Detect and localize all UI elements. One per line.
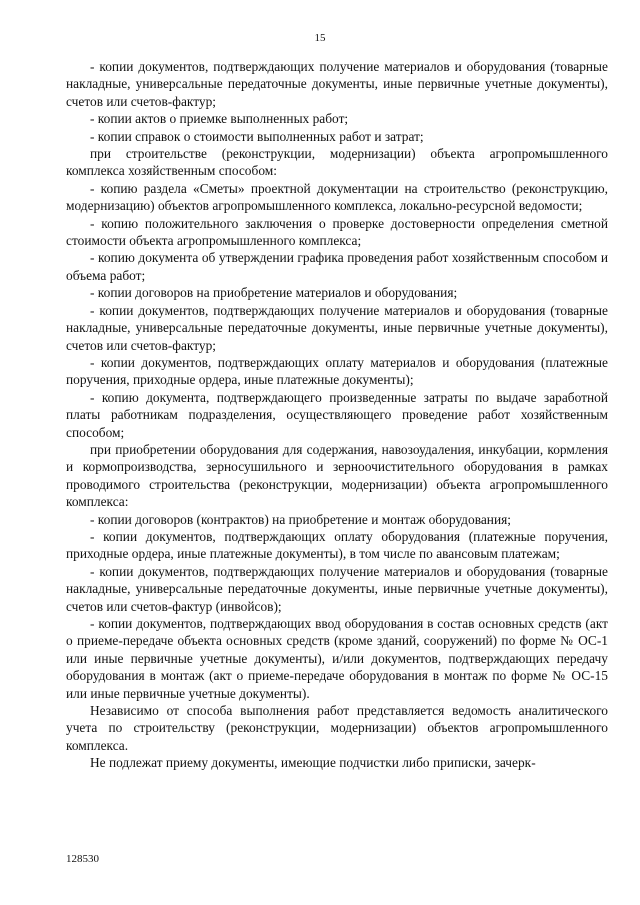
paragraph-12: при приобретении оборудования для содержания, навозоудаления, инкубации, кормления и кормопроизводства, зерносушильного и зерноочистительного оборудования в рамках проводимого строительства (реконструкции, модернизации) объекта агропромышленного комплекса: [66, 441, 608, 510]
paragraph-13: - копии договоров (контрактов) на приобретение и монтаж оборудования; [90, 511, 511, 527]
paragraph-8: - копии договоров на приобретение материалов и оборудования; [90, 285, 458, 301]
paragraph-16: - копии документов, подтверждающих ввод оборудования в состав основных средств (акт о приеме-передаче объекта основных средств (кроме зданий, сооружений) по форме № ОС-1 или иные первичные учетные документы), и/или документов, подтверждающих передачу оборудования в монтаж (акт о приеме-передаче оборудования в монтаж по форме № ОС-15 или иные первичные учетные документы). [66, 616, 608, 701]
paragraph-18: Не подлежат приему документы, имеющие подчистки либо приписки, зачерк- [90, 755, 536, 771]
paragraph-9: - копии документов, подтверждающих получение материалов и оборудования (товарные накладные, универсальные передаточные документы, иные первичные учетные документы), счетов или счетов-фактур; [66, 302, 608, 353]
paragraph-3: - копии справок о стоимости выполненных работ и затрат; [90, 128, 424, 144]
paragraph-17: Независимо от способа выполнения работ представляется ведомость аналитического учета по строительству (реконструкции, модернизации) объектов агропромышленного комплекса. [66, 703, 608, 753]
footer-document-code: 128530 [66, 853, 99, 865]
paragraph-7: - копию документа об утверждении графика проведения работ хозяйственным способом и объема работ; [66, 250, 608, 283]
paragraph-10: - копии документов, подтверждающих оплату материалов и оборудования (платежные поручения, приходные ордера, иные платежные документы); [66, 354, 608, 388]
paragraph-14: - копии документов, подтверждающих оплату оборудования (платежные поручения, приходные ордера, иные платежные документы), в том числе по авансовым платежам; [66, 528, 608, 562]
paragraph-6: - копию положительного заключения о проверке достоверности определения сметной стоимости объекта агропромышленного комплекса; [66, 215, 608, 249]
page-number: 15 [314, 32, 326, 44]
paragraph-15: - копии документов, подтверждающих получение материалов и оборудования (товарные накладные, универсальные передаточные документы, иные первичные учетные документы), счетов или счетов-фактур (инвойсов); [66, 563, 608, 614]
document-body [66, 58, 608, 772]
paragraph-5: - копию раздела «Сметы» проектной документации на строительство (реконструкцию, модернизацию) объектов агропромышленного комплекса, локально-ресурсной ведомости; [66, 180, 608, 214]
paragraph-1: - копии документов, подтверждающих получение материалов и оборудования (товарные накладные, универсальные передаточные документы, иные первичные учетные документы), счетов или счетов-фактур; [66, 59, 608, 109]
paragraph-11: - копию документа, подтверждающего произведенные затраты по выдаче заработной платы работникам подразделения, осуществляющего проведение работ хозяйственным способом; [66, 389, 608, 440]
paragraph-4: при строительстве (реконструкции, модернизации) объекта агропромышленного комплекса хозяйственным способом: [66, 146, 608, 179]
paragraph-2: - копии актов о приемке выполненных работ; [90, 111, 349, 127]
